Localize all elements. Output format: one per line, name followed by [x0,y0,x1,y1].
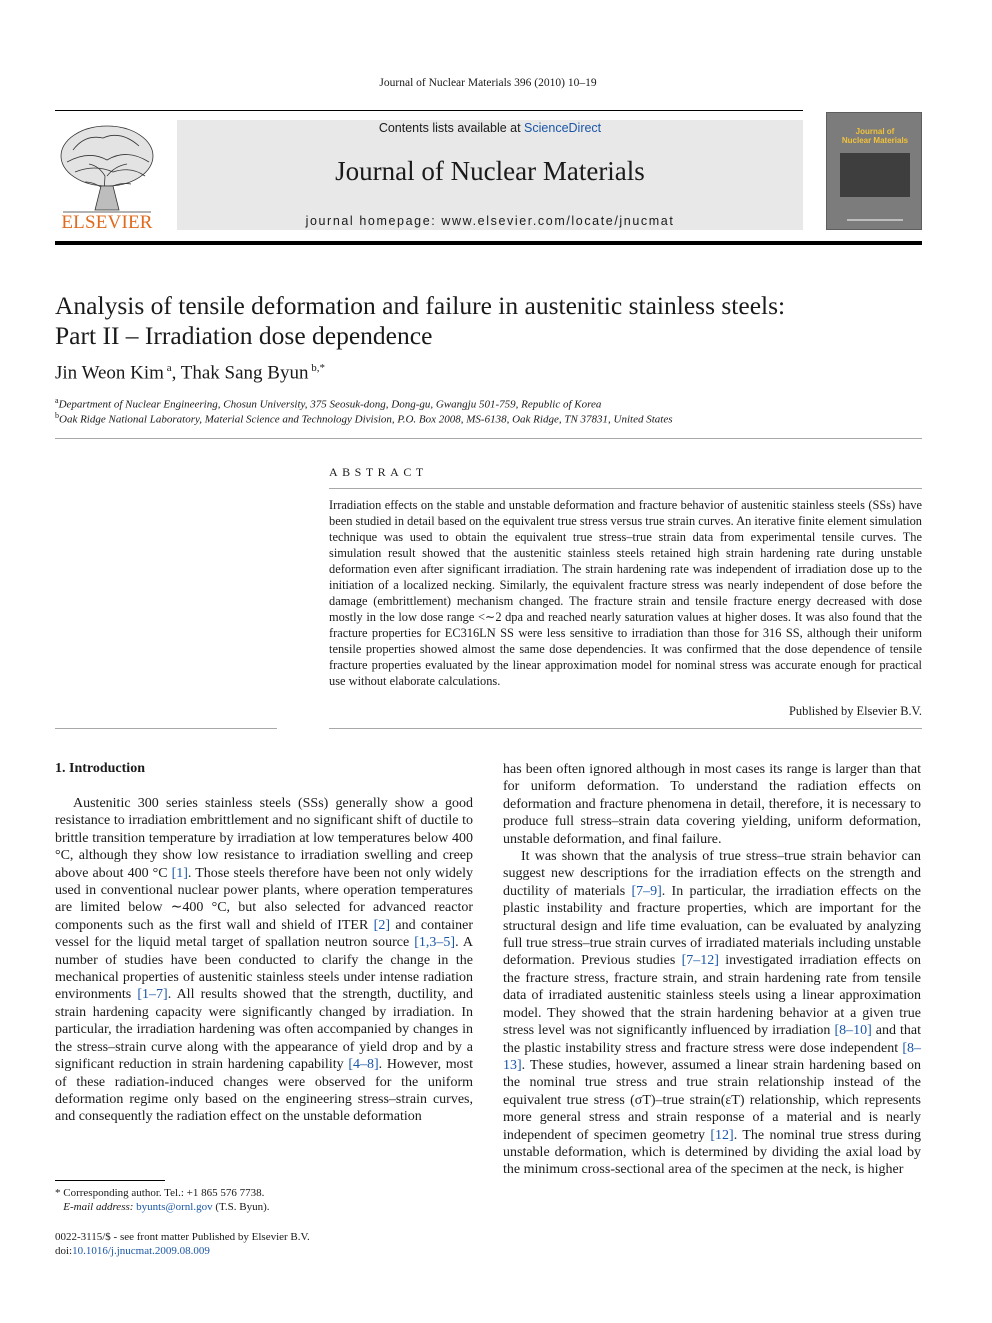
top-rule [55,110,803,111]
citation-link[interactable]: [1–7] [137,987,168,1003]
text-run: . The nominal true stress during unstable deformation, which is determined by dividing the axial load by the minimum cross-sectional area of the specimen at the neck, is higher [503,1127,921,1178]
text-run: . However, most of these radiation-induced changes were observed for the uniform deformation regime only based on the engineering stress–strain curves, and consequently the radiation effect on the unstable deformation [55,1057,474,1125]
journal-homepage[interactable]: journal homepage: www.elsevier.com/locate/jnucmat [305,214,675,228]
journal-title: Journal of Nuclear Materials [335,156,645,186]
citation-link[interactable]: [7–9] [631,883,662,899]
text-run: Austenitic 300 series stainless steels (SSs) generally show a good resistance to irradiation embrittlement and no significant shift of ductile to brittle transition temperature by irradiation at low temperatures below 400 °C, although they show low resistance to irradiation swelling and creep above about 400 °C [55,796,473,881]
contents-line [177,121,803,135]
sciencedirect-link[interactable]: ScienceDirect [524,121,602,135]
abstract-heading: ABSTRACT [329,465,428,479]
abstract-publisher-line: Published by Elsevier B.V. [789,704,922,718]
affiliation-b-text: Oak Ridge National Laboratory, Material Science and Technology Division, P.O. Box 2008, MS-6138, Oak Ridge, TN 37831, United States [59,413,673,426]
title-line-2: Part II – Irradiation dose dependence [55,321,433,350]
intro-paragraph-1 [55,795,473,1126]
elsevier-wordmark: ELSEVIER [61,212,153,233]
title-line-1: Analysis of tensile deformation and failure in austenitic stainless steels: [55,291,786,320]
affiliation-a-text: Department of Nuclear Engineering, Chosun University, 375 Seosuk-dong, Dong-gu, Gwangju 501-759, Republic of Korea [58,398,602,411]
author-2: Thak Sang Byun [180,362,309,384]
author-2-affiliation-mark[interactable]: b,* [311,362,325,374]
text-run: . All results showed that the strength, ductility, and strain hardening capacity were significantly changed by irradiation. In particular, the irradiation hardening was often accompanied by changes in the stress–strain curve along with the appearance of yield drop and by a significant reduction in strain hardening capability [55,987,473,1073]
email-link[interactable]: byunts@ornl.gov [136,1201,213,1213]
author-separator: , [171,362,181,384]
text-run: . These studies, however, assumed a linear strain hardening based on the nominal true stress and true strain relationship instead of the equivalent true stress (σT)–true strain(εT) relationship, which represents more general stress and strain response of a material and is nearly independent of specimen geometry [503,1057,921,1143]
journal-cover-thumbnail [826,112,922,230]
header-thick-rule [55,241,922,245]
text-run: . In particular, the irradiation effects on the plastic instability and fracture properties, which are important for the structural design and life time evaluation, can be evaluated by analyzing full true stress–true strain curves of irradiated materials including unstable deformation. Previous studies [503,883,921,969]
cover-title-line2: Nuclear Materials [841,136,909,145]
left-bottom-rule [55,728,277,729]
front-matter-line: 0022-3115/$ - see front matter Published by Elsevier B.V. [55,1231,310,1243]
affiliation-a-mark: a [55,396,59,405]
text-run: . Those steels therefore have been not only widely used in conventional nuclear power plants, where operation temperatures are limited below ∼400 °C, but also selected for advanced reactor components such as the first wall and shield of ITER [55,865,473,933]
text-run: and container vessel for the liquid metal target of spallation neutron source [55,917,473,951]
citation-link[interactable]: [1,3–5] [414,935,456,951]
contents-prefix: Contents lists available at [378,121,525,135]
citation-link[interactable]: [12] [710,1127,734,1143]
abstract-text: Irradiation effects on the stable and unstable deformation and fracture behavior of austenitic stainless steels (SSs) have been studied in detail based on the equivalent true stress versus true strain curves. An iterative finite element simulation technique was used to obtain the equivalent true stress–true strain data from experimental tensile curves. The simulation result showed that the austenitic stainless steels retained high strain hardening rate during unstable deformation even after significant irradiation. The strain hardening rate was independent of irradiation dose up to the initiation of a localized necking. Similarly, the equivalent fracture stress was nearly independent of dose before the damage (embrittlement) mechanism changed. The fracture strain and tensile fracture energy decreased with dose mostly in the low dose range <∼2 dpa and reached nearly saturation values at higher doses. It was also found that the fracture properties for EC316LN SS were less sensitive to irradiation than those for 316 SS, although their uniform tensile properties showed almost the same dose dependencies. It was confirmed that the dose dependence of tensile fracture properties evaluated by the linear approximation model for nominal stress was accurate enough for practical use without elaborate calculations. [329,498,922,688]
email-suffix: (T.S. Byun). [212,1201,270,1213]
footnote-rule [55,1180,165,1181]
author-1: Jin Weon Kim [55,362,164,384]
section-heading-introduction: 1. Introduction [55,761,145,776]
cover-image [840,153,910,197]
abstract-top-rule [329,488,922,489]
citation-link[interactable]: [7–12] [681,953,719,969]
author-1-affiliation-mark[interactable]: a [166,362,172,374]
corresponding-author-footnote: * Corresponding author. Tel.: +1 865 576 7738. [55,1187,265,1199]
affiliation-b [55,411,673,426]
citation-link[interactable]: [8–13] [503,1040,921,1073]
affiliation-b-mark: b [55,411,59,420]
article-title [55,291,925,351]
intro-paragraph-2 [503,848,921,1179]
intro-paragraph-continued: has been often ignored although in most cases its range is larger than that for uniform deformation. To understand the radiation effects on deformation and fracture phenomena in detail, therefore, it is necessary to produce full stress–strain data covering yielding, uniform deformation, unstable deformation, and final failure. [503,762,921,847]
body-column-left [55,795,473,1126]
text-run: It was shown that the analysis of true stress–true strain behavior can suggest new descriptions for the irradiation effects on the strength and ductility of materials [503,849,921,899]
body-column-right [503,761,921,1179]
doi-link[interactable]: 10.1016/j.jnucmat.2009.08.009 [72,1245,210,1257]
text-run: and that the plastic instability stress and fracture stress were dose independent [503,1023,921,1056]
doi-prefix: doi: [55,1245,73,1257]
affiliation-a [55,396,601,411]
email-footnote [55,1201,270,1213]
citation-link[interactable]: [1] [171,865,188,881]
email-label: E-mail address: [63,1201,134,1213]
citation-link[interactable]: [4–8] [348,1057,379,1073]
abstract-bottom-rule [329,728,922,729]
text-run: investigated irradiation effects on the fracture stress, fracture strain, and strain hardening rate from tensile data of irradiated austenitic stainless steels using a linear approximation model. They showed that the strain hardening behavior at a given true stress level was not significantly influenced by irradiation [503,953,922,1039]
doi-line [55,1245,210,1257]
journal-reference: Journal of Nuclear Materials 396 (2010) 10–19 [379,77,597,89]
citation-link[interactable]: [8–10] [834,1023,872,1039]
text-run: . A number of studies have been conducted to clarify the change in the mechanical properties of austenitic stainless steels under intense radiation environments [55,935,473,1003]
cover-footer-bar [847,219,903,221]
citation-link[interactable]: [2] [373,917,390,933]
cover-title [831,127,919,145]
cover-title-line1: Journal of [855,127,895,136]
author-list [55,362,325,384]
affiliation-rule [55,438,922,439]
